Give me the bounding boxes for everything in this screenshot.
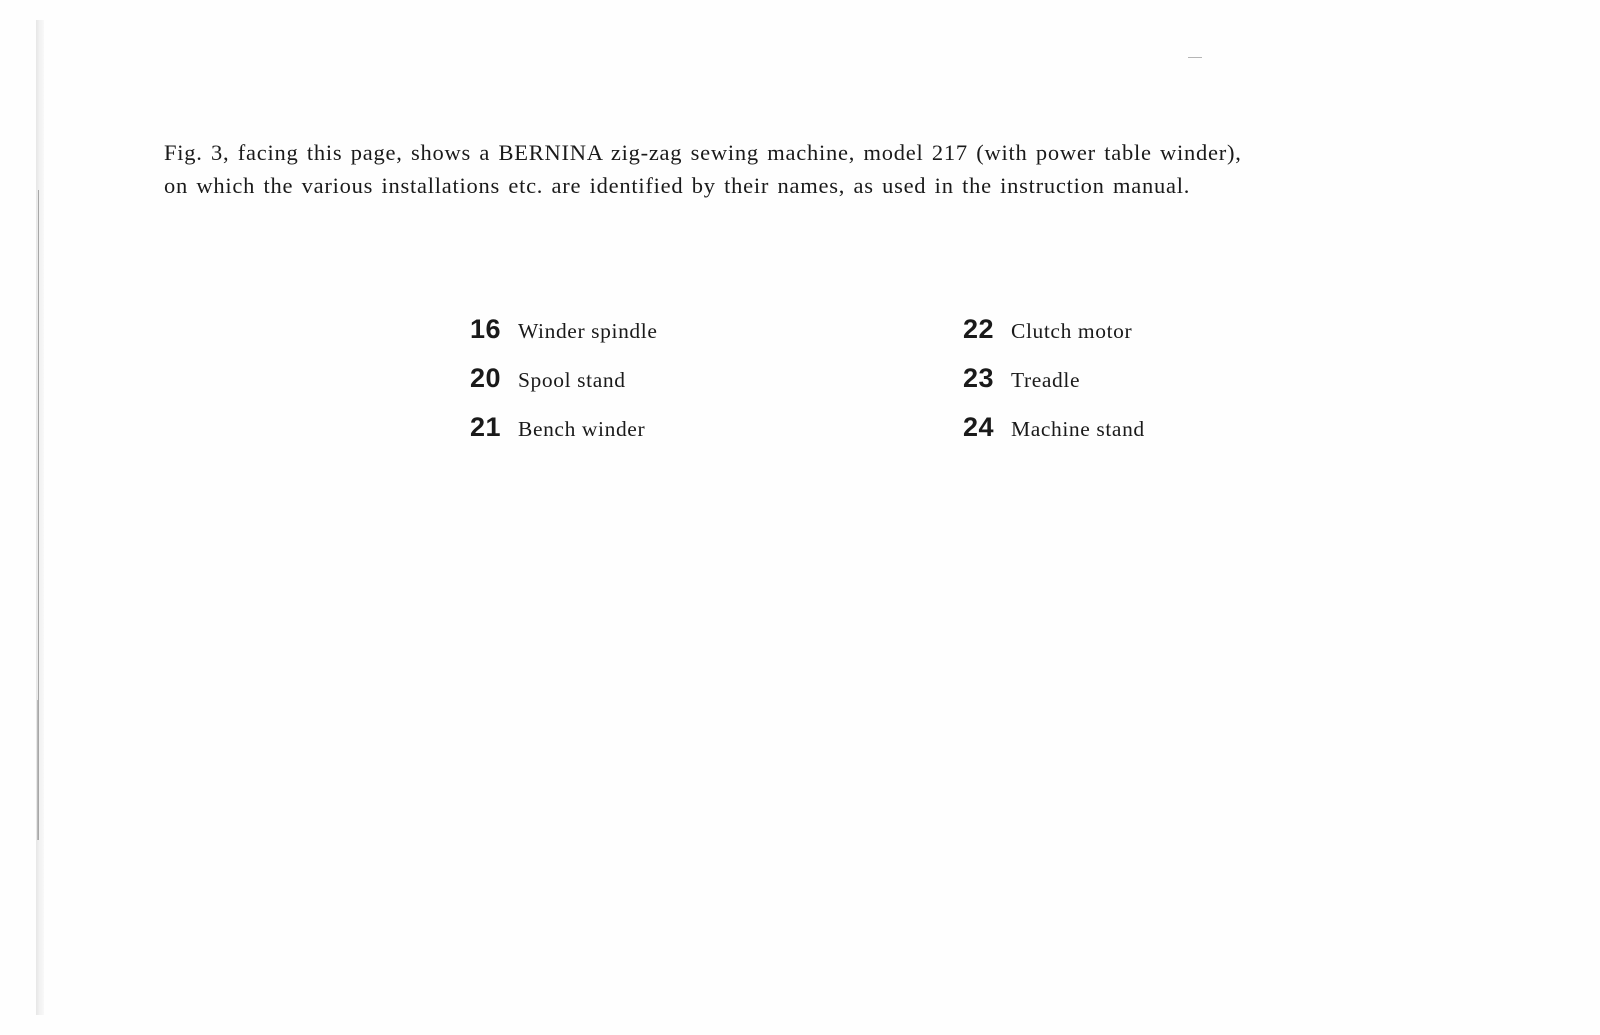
intro-line-1: Fig. 3, facing this page, shows a BERNINA zig-zag sewing machine, model 217 (with power table winder),: [164, 140, 1242, 165]
legend-label: Machine stand: [1011, 417, 1145, 441]
intro-line-2: on which the various installations etc. are identified by their names, as used in the instruction manual.: [164, 173, 1191, 198]
legend-item: [470, 314, 810, 363]
legend-number: 23: [963, 363, 995, 393]
legend-number: 24: [963, 412, 995, 442]
binding-shadow-line: [38, 190, 39, 840]
legend-number: 22: [963, 314, 995, 344]
legend-number: 20: [470, 363, 502, 393]
legend-label: Winder spindle: [518, 319, 658, 343]
legend-item: [963, 314, 1303, 363]
scan-speck: [1188, 57, 1202, 58]
legend-label: Treadle: [1011, 368, 1081, 392]
legend-item: [470, 412, 810, 461]
legend-number: 16: [470, 314, 502, 344]
parts-legend-right: [963, 314, 1303, 461]
intro-paragraph: [164, 136, 1454, 202]
legend-label: Bench winder: [518, 417, 646, 441]
legend-label: Spool stand: [518, 368, 626, 392]
legend-item: [963, 363, 1303, 412]
legend-item: [963, 412, 1303, 461]
legend-label: Clutch motor: [1011, 319, 1133, 343]
parts-legend-left: [470, 314, 810, 461]
legend-number: 21: [470, 412, 502, 442]
binding-shadow-line: [37, 700, 38, 840]
legend-item: [470, 363, 810, 412]
